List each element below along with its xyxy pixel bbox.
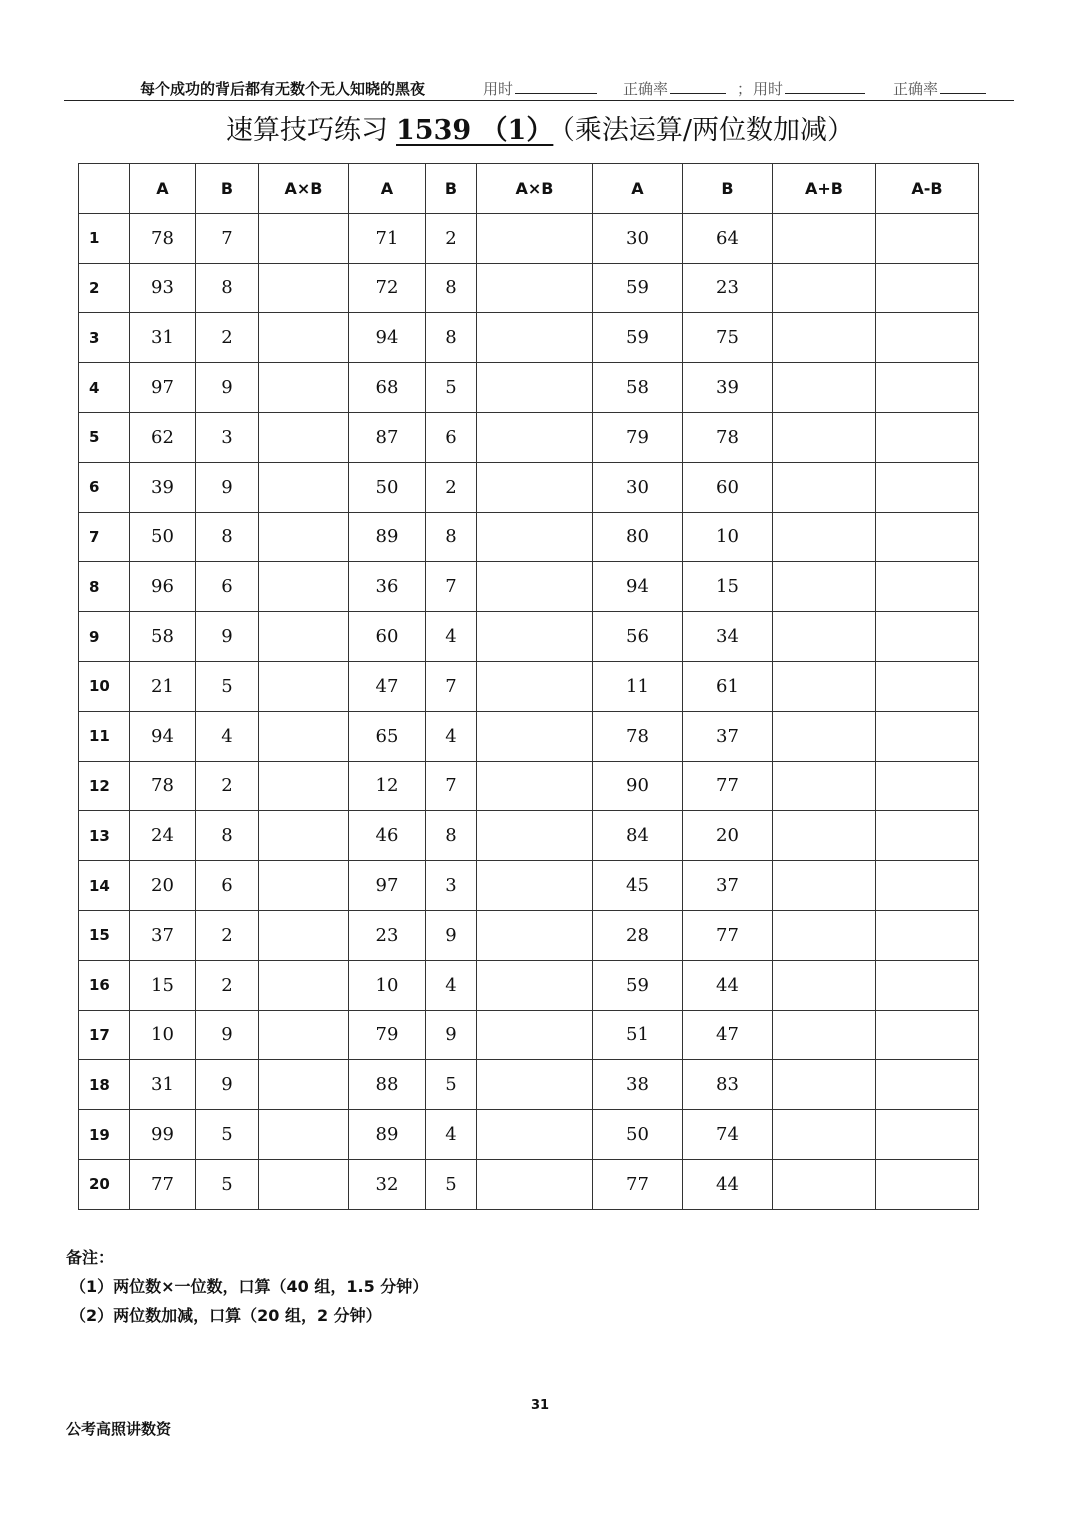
operand-cell: 10 [130,1010,196,1060]
operand-cell: 77 [593,1159,683,1209]
operand-cell: 30 [593,462,683,512]
operand-cell: 78 [130,213,196,263]
operand-cell: 8 [426,313,477,363]
operand-cell: 94 [349,313,426,363]
table-row [79,612,979,662]
operand-cell: 9 [426,910,477,960]
answer-cell[interactable] [773,1010,876,1060]
table-row [79,412,979,462]
column-header: B [426,164,477,214]
answer-cell[interactable] [259,761,349,811]
operand-cell: 23 [683,263,773,313]
row-number: 15 [79,910,130,960]
operand-cell: 21 [130,661,196,711]
answer-cell[interactable] [773,313,876,363]
operand-cell: 3 [426,861,477,911]
operand-cell: 4 [426,1110,477,1160]
answer-cell[interactable] [876,612,979,662]
operand-cell: 97 [349,861,426,911]
row-number: 16 [79,960,130,1010]
column-header: A×B [477,164,593,214]
answer-cell[interactable] [259,612,349,662]
answer-cell[interactable] [773,512,876,562]
answer-cell[interactable] [876,861,979,911]
answer-cell[interactable] [259,562,349,612]
operand-cell: 5 [426,1060,477,1110]
row-number: 18 [79,1060,130,1110]
operand-cell: 75 [683,313,773,363]
operand-cell: 89 [349,1110,426,1160]
table-row [79,562,979,612]
operand-cell: 90 [593,761,683,811]
operand-cell: 7 [426,661,477,711]
answer-cell[interactable] [259,1110,349,1160]
accuracy-field-2 [893,78,986,99]
row-number: 3 [79,313,130,363]
answer-cell[interactable] [259,661,349,711]
answer-cell[interactable] [876,313,979,363]
table-row [79,1110,979,1160]
row-number: 1 [79,213,130,263]
operand-cell: 6 [426,412,477,462]
operand-cell: 68 [349,363,426,413]
answer-cell[interactable] [773,1060,876,1110]
operand-cell: 7 [426,562,477,612]
operand-cell: 37 [683,861,773,911]
answer-cell[interactable] [773,711,876,761]
operand-cell: 4 [426,711,477,761]
answer-cell[interactable] [477,960,593,1010]
answer-cell[interactable] [876,761,979,811]
operand-cell: 99 [130,1110,196,1160]
operand-cell: 6 [196,861,259,911]
table-row [79,711,979,761]
answer-cell[interactable] [876,960,979,1010]
operand-cell: 64 [683,213,773,263]
time-label-2: 用时 [753,80,784,98]
answer-cell[interactable] [477,512,593,562]
operand-cell: 9 [196,612,259,662]
operand-cell: 30 [593,213,683,263]
operand-cell: 51 [593,1010,683,1060]
answer-cell[interactable] [477,661,593,711]
answer-cell[interactable] [259,811,349,861]
table-header-row [79,164,979,214]
operand-cell: 8 [426,811,477,861]
operand-cell: 89 [349,512,426,562]
table-row [79,811,979,861]
operand-cell: 5 [196,1159,259,1209]
answer-cell[interactable] [477,811,593,861]
answer-cell[interactable] [477,562,593,612]
notes-line-1: （1）两位数×一位数，口算（40 组，1.5 分钟） [70,1277,429,1296]
answer-cell[interactable] [259,462,349,512]
row-number: 8 [79,562,130,612]
answer-cell[interactable] [876,910,979,960]
operand-cell: 15 [683,562,773,612]
answer-cell[interactable] [876,213,979,263]
time-field-1 [483,78,597,99]
operand-cell: 5 [196,1110,259,1160]
operand-cell: 39 [683,363,773,413]
answer-cell[interactable] [259,1010,349,1060]
operand-cell: 37 [130,910,196,960]
header-motto: 每个成功的背后都有无数个无人知晓的黑夜 [140,80,426,98]
operand-cell: 77 [130,1159,196,1209]
answer-cell[interactable] [773,910,876,960]
table-body [79,213,979,1209]
operand-cell: 8 [426,512,477,562]
row-number: 7 [79,512,130,562]
operand-cell: 59 [593,263,683,313]
operand-cell: 50 [593,1110,683,1160]
operand-cell: 2 [196,960,259,1010]
title-code: 1539 （1） [396,115,554,146]
operand-cell: 34 [683,612,773,662]
table-row [79,462,979,512]
operand-cell: 74 [683,1110,773,1160]
table-row [79,313,979,363]
answer-cell[interactable] [259,861,349,911]
answer-cell[interactable] [477,711,593,761]
table-row [79,1159,979,1209]
row-number: 13 [79,811,130,861]
accuracy-field-1 [623,78,726,99]
table-row [79,363,979,413]
operand-cell: 31 [130,1060,196,1110]
exercise-table [78,163,979,1210]
accuracy-blank-1[interactable] [670,79,726,94]
time-label-1: 用时 [483,80,514,98]
header-separator: ； [737,80,753,98]
column-header: B [196,164,259,214]
table-row [79,960,979,1010]
answer-cell[interactable] [477,761,593,811]
answer-cell[interactable] [477,612,593,662]
answer-cell[interactable] [773,811,876,861]
table-row [79,761,979,811]
row-number: 4 [79,363,130,413]
column-header: B [683,164,773,214]
operand-cell: 38 [593,1060,683,1110]
answer-cell[interactable] [259,1060,349,1110]
operand-cell: 39 [130,462,196,512]
answer-cell[interactable] [876,1159,979,1209]
operand-cell: 62 [130,412,196,462]
answer-cell[interactable] [876,711,979,761]
answer-cell[interactable] [477,1110,593,1160]
time-blank-2[interactable] [785,79,865,94]
operand-cell: 59 [593,960,683,1010]
operand-cell: 28 [593,910,683,960]
operand-cell: 9 [196,363,259,413]
answer-cell[interactable] [876,512,979,562]
operand-cell: 32 [349,1159,426,1209]
answer-cell[interactable] [477,412,593,462]
footer-text: 公考高照讲数资 [66,1420,172,1438]
time-field-2 [753,78,865,99]
operand-cell: 9 [426,1010,477,1060]
row-number: 20 [79,1159,130,1209]
answer-cell[interactable] [259,363,349,413]
answer-cell[interactable] [876,363,979,413]
operand-cell: 9 [196,1060,259,1110]
row-number: 12 [79,761,130,811]
operand-cell: 60 [683,462,773,512]
answer-cell[interactable] [477,861,593,911]
table-row [79,861,979,911]
operand-cell: 44 [683,1159,773,1209]
operand-cell: 2 [196,313,259,363]
operand-cell: 10 [349,960,426,1010]
table-row [79,910,979,960]
operand-cell: 20 [130,861,196,911]
page-header [64,74,1014,101]
operand-cell: 2 [426,213,477,263]
answer-cell[interactable] [477,363,593,413]
table-row [79,1060,979,1110]
answer-cell[interactable] [773,861,876,911]
answer-cell[interactable] [773,412,876,462]
operand-cell: 60 [349,612,426,662]
answer-cell[interactable] [773,562,876,612]
page-number: 31 [530,1398,550,1413]
operand-cell: 15 [130,960,196,1010]
operand-cell: 12 [349,761,426,811]
answer-cell[interactable] [259,960,349,1010]
time-blank-1[interactable] [515,79,597,94]
operand-cell: 94 [593,562,683,612]
operand-cell: 50 [349,462,426,512]
answer-cell[interactable] [477,313,593,363]
answer-cell[interactable] [259,512,349,562]
operand-cell: 84 [593,811,683,861]
row-number: 17 [79,1010,130,1060]
table-row [79,512,979,562]
column-header: A-B [876,164,979,214]
operand-cell: 78 [593,711,683,761]
answer-cell[interactable] [259,910,349,960]
answer-cell[interactable] [773,462,876,512]
answer-cell[interactable] [773,363,876,413]
operand-cell: 31 [130,313,196,363]
table-row [79,213,979,263]
answer-cell[interactable] [477,1060,593,1110]
notes-heading: 备注： [66,1248,115,1267]
answer-cell[interactable] [876,562,979,612]
notes-line-2: （2）两位数加减，口算（20 组，2 分钟） [70,1306,382,1325]
title-suffix: （乘法运算/两位数加减） [561,115,854,146]
operand-cell: 96 [130,562,196,612]
operand-cell: 44 [683,960,773,1010]
operand-cell: 3 [196,412,259,462]
answer-cell[interactable] [876,661,979,711]
operand-cell: 2 [196,910,259,960]
operand-cell: 71 [349,213,426,263]
operand-cell: 7 [196,213,259,263]
answer-cell[interactable] [773,263,876,313]
operand-cell: 4 [426,612,477,662]
answer-cell[interactable] [477,462,593,512]
operand-cell: 50 [130,512,196,562]
row-number: 5 [79,412,130,462]
operand-cell: 80 [593,512,683,562]
table-row [79,1010,979,1060]
operand-cell: 45 [593,861,683,911]
answer-cell[interactable] [259,412,349,462]
operand-cell: 6 [196,562,259,612]
operand-cell: 78 [130,761,196,811]
operand-cell: 79 [593,412,683,462]
operand-cell: 77 [683,761,773,811]
row-number: 11 [79,711,130,761]
answer-cell[interactable] [773,612,876,662]
row-number: 14 [79,861,130,911]
operand-cell: 59 [593,313,683,363]
answer-cell[interactable] [477,1159,593,1209]
operand-cell: 83 [683,1060,773,1110]
answer-cell[interactable] [477,910,593,960]
column-header: A [593,164,683,214]
row-number: 10 [79,661,130,711]
table-row [79,263,979,313]
operand-cell: 37 [683,711,773,761]
operand-cell: 58 [130,612,196,662]
operand-cell: 61 [683,661,773,711]
answer-cell[interactable] [876,1110,979,1160]
operand-cell: 10 [683,512,773,562]
answer-cell[interactable] [773,960,876,1010]
answer-cell[interactable] [876,1060,979,1110]
operand-cell: 72 [349,263,426,313]
row-number: 2 [79,263,130,313]
operand-cell: 20 [683,811,773,861]
operand-cell: 8 [196,512,259,562]
operand-cell: 78 [683,412,773,462]
operand-cell: 5 [426,1159,477,1209]
operand-cell: 24 [130,811,196,861]
answer-cell[interactable] [773,1110,876,1160]
answer-cell[interactable] [876,811,979,861]
answer-cell[interactable] [773,761,876,811]
operand-cell: 56 [593,612,683,662]
column-header [79,164,130,214]
operand-cell: 79 [349,1010,426,1060]
operand-cell: 7 [426,761,477,811]
operand-cell: 65 [349,711,426,761]
operand-cell: 2 [196,761,259,811]
operand-cell: 87 [349,412,426,462]
answer-cell[interactable] [259,213,349,263]
answer-cell[interactable] [773,213,876,263]
table-row [79,661,979,711]
row-number: 19 [79,1110,130,1160]
operand-cell: 94 [130,711,196,761]
operand-cell: 47 [683,1010,773,1060]
row-number: 9 [79,612,130,662]
operand-cell: 97 [130,363,196,413]
operand-cell: 11 [593,661,683,711]
operand-cell: 77 [683,910,773,960]
answer-cell[interactable] [876,462,979,512]
answer-cell[interactable] [259,711,349,761]
answer-cell[interactable] [259,1159,349,1209]
column-header: A [349,164,426,214]
title-prefix: 速算技巧练习 [226,115,389,146]
page-title [0,110,1080,152]
accuracy-label-2: 正确率 [893,80,939,98]
accuracy-blank-2[interactable] [940,79,986,94]
operand-cell: 4 [196,711,259,761]
answer-cell[interactable] [876,263,979,313]
operand-cell: 2 [426,462,477,512]
accuracy-label-1: 正确率 [623,80,669,98]
notes-section [66,1243,428,1330]
operand-cell: 88 [349,1060,426,1110]
operand-cell: 46 [349,811,426,861]
operand-cell: 36 [349,562,426,612]
answer-cell[interactable] [773,661,876,711]
operand-cell: 8 [196,811,259,861]
answer-cell[interactable] [259,313,349,363]
operand-cell: 93 [130,263,196,313]
answer-cell[interactable] [876,1010,979,1060]
operand-cell: 5 [426,363,477,413]
operand-cell: 47 [349,661,426,711]
answer-cell[interactable] [773,1159,876,1209]
operand-cell: 8 [196,263,259,313]
operand-cell: 5 [196,661,259,711]
operand-cell: 4 [426,960,477,1010]
operand-cell: 9 [196,462,259,512]
answer-cell[interactable] [876,412,979,462]
answer-cell[interactable] [477,1010,593,1060]
answer-cell[interactable] [477,263,593,313]
column-header: A×B [259,164,349,214]
answer-cell[interactable] [259,263,349,313]
operand-cell: 8 [426,263,477,313]
column-header: A [130,164,196,214]
answer-cell[interactable] [477,213,593,263]
operand-cell: 23 [349,910,426,960]
operand-cell: 58 [593,363,683,413]
operand-cell: 9 [196,1010,259,1060]
column-header: A+B [773,164,876,214]
row-number: 6 [79,462,130,512]
